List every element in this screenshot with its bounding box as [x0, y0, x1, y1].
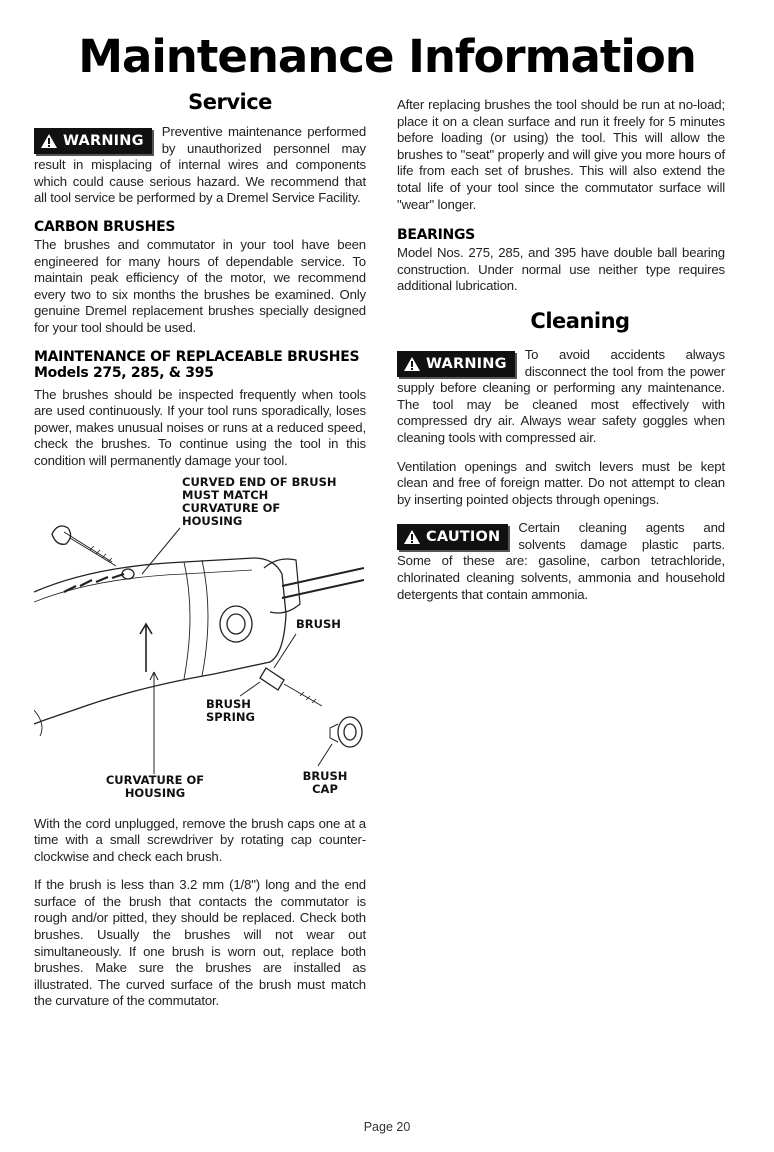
maintenance-brushes-heading: MAINTENANCE OF REPLACEABLE BRUSHES [34, 348, 360, 365]
ventilation-text: Ventilation openings and switch levers must be kept clean and free of foreign matter. Do not attempt to clean by inserting pointed objects through openings. [397, 458, 725, 507]
caution-badge [397, 524, 508, 550]
brush-diagram [34, 474, 364, 804]
page-title: Maintenance Information [78, 30, 696, 83]
caution-badge-label: CAUTION [426, 529, 501, 546]
carbon-brushes-heading: CARBON BRUSHES [34, 218, 176, 235]
service-title: Service [188, 90, 272, 114]
maintenance-brushes-text: The brushes should be inspected frequently when tools are used continuously. If your tool runs sporadically, loses power, makes unusual noises or runs at a reduced speed, check the brushes. To continue using the tool in this condition will permanently damage your tool. [34, 386, 366, 468]
cleaning-caution [397, 520, 725, 603]
right-column [397, 97, 725, 603]
cleaning-title: Cleaning [530, 308, 630, 333]
page-number: Page 20 [363, 1120, 411, 1134]
label-curved-end: CURVED END OF BRUSH MUST MATCH CURVATURE OF HOUSING [182, 474, 337, 528]
service-warning [34, 124, 366, 207]
carbon-brushes-text: The brushes and commutator in your tool have been engineered for many hours of dependable service. To maintain peak efficiency of the motor, we recommend every two to six months the brushes be examined. Only genuine Dremel replacement brushes specially designed for your tool should be used. [34, 236, 366, 335]
bearings-text: Model Nos. 275, 285, and 395 have double ball bearing construction. Under normal use neither type requires additional lubrication. [397, 245, 725, 294]
left-column [34, 90, 366, 1010]
label-brush: BRUSH [296, 616, 341, 631]
warning-badge-label: WARNING [63, 133, 144, 149]
caution-triangle-icon [403, 529, 421, 545]
caution-text: Certain cleaning agents and solvents damage plastic parts. Some of these are: gasoline, carbon tetrachloride, chlorinated cleaning solvents, ammonia and household detergents that contain ammonia. [397, 520, 725, 602]
label-brush-cap: BRUSH CAP [302, 768, 348, 796]
cleaning-warning [397, 347, 725, 447]
bearings-heading: BEARINGS [397, 227, 475, 244]
warning-triangle-icon [40, 133, 58, 149]
cleaning-warning-badge-label: WARNING [426, 355, 507, 372]
warning-triangle-icon [403, 356, 421, 372]
cleaning-warning-badge [397, 351, 515, 377]
brush-replace-text: If the brush is less than 3.2 mm (1/8") long and the end surface of the brush that contacts the commutator is rough and/or pitted, they should be replaced. Check both brushes. Usually the brushes will not wear out simultaneously. If one brush is worn out, replace both brushes. Make sure the brushes are installed as illustrated. The curved surface of the brush must match the curvature of the commutator. [34, 877, 366, 1009]
warning-badge [34, 128, 152, 154]
brush-removal-text: With the cord unplugged, remove the brush caps one at a time with a small screwdriver by rotating cap counter-clockwise and check each brush. [34, 815, 366, 864]
models-line: Models 275, 285, & 395 [34, 364, 214, 381]
after-replacing-text: After replacing brushes the tool should be run at no-load; place it on a clean surface and run it freely for 5 minutes before loading (or using) the tool. This will allow the brushes to "seat" properly and will give you more hours of life from each set of brushes. This will also extend the total life of your tool since the commutator surface will "wear" longer. [397, 97, 725, 212]
cleaning-warning-text: To avoid accidents always disconnect the tool from the power supply before cleaning or performing any maintenance. The tool may be cleaned most effectively with compressed dry air. Always wear safety goggles when cleaning tools with compressed air. [397, 346, 725, 445]
service-warning-text: Preventive maintenance performed by unauthorized personnel may result in misplacing of internal wires and components which could cause serious hazard. We recommend that all tool service be performed by a Dremel Service Facility. [34, 124, 366, 206]
label-brush-spring: BRUSH SPRING [206, 696, 255, 724]
label-curvature: CURVATURE OF HOUSING [105, 772, 205, 800]
